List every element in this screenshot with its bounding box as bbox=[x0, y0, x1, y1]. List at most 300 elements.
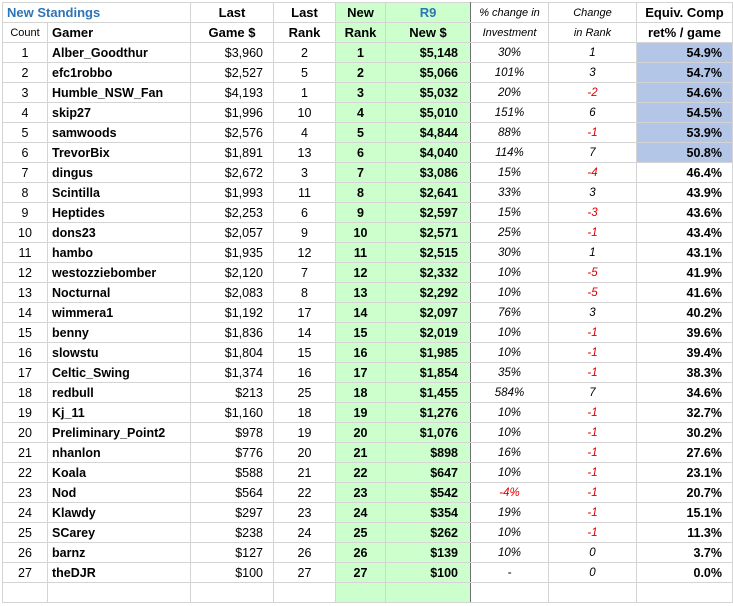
gamer-cell: Koala bbox=[48, 463, 191, 483]
rank-change-cell: -1 bbox=[549, 323, 637, 343]
equiv-comp-cell: 20.7% bbox=[637, 483, 733, 503]
last-rank-cell: 13 bbox=[274, 143, 336, 163]
last-game-cell: $238 bbox=[191, 523, 274, 543]
last-rank-cell: 16 bbox=[274, 363, 336, 383]
last-game-cell: $978 bbox=[191, 423, 274, 443]
table-row bbox=[3, 183, 733, 203]
rank-change-cell: -5 bbox=[549, 263, 637, 283]
equiv-comp-cell: 0.0% bbox=[637, 563, 733, 583]
table-row bbox=[3, 43, 733, 63]
equiv-comp-cell: 23.1% bbox=[637, 463, 733, 483]
gamer-cell: dingus bbox=[48, 163, 191, 183]
equiv-comp-cell: 43.4% bbox=[637, 223, 733, 243]
pct-change-cell: 10% bbox=[471, 463, 549, 483]
new-amount-cell: $2,292 bbox=[386, 283, 471, 303]
gamer-header: Gamer bbox=[48, 23, 191, 43]
rank-change-cell: 0 bbox=[549, 563, 637, 583]
count-cell: 17 bbox=[3, 363, 48, 383]
last-game-cell: $1,192 bbox=[191, 303, 274, 323]
new-rank-cell: 1 bbox=[336, 43, 386, 63]
count-cell: 26 bbox=[3, 543, 48, 563]
new-rank-cell: 15 bbox=[336, 323, 386, 343]
empty-cell bbox=[637, 583, 733, 603]
last-rank-cell: 12 bbox=[274, 243, 336, 263]
table-row bbox=[3, 143, 733, 163]
last-rank-cell: 17 bbox=[274, 303, 336, 323]
new-rank-cell: 13 bbox=[336, 283, 386, 303]
new-amount-cell: $2,019 bbox=[386, 323, 471, 343]
table-row bbox=[3, 323, 733, 343]
count-cell: 2 bbox=[3, 63, 48, 83]
header-row-1 bbox=[3, 3, 733, 23]
pct-change-cell: 25% bbox=[471, 223, 549, 243]
new-amount-cell: $542 bbox=[386, 483, 471, 503]
new-rank-cell: 20 bbox=[336, 423, 386, 443]
last-game-cell: $1,996 bbox=[191, 103, 274, 123]
count-cell: 12 bbox=[3, 263, 48, 283]
equiv-comp-cell: 3.7% bbox=[637, 543, 733, 563]
last-rank-cell: 5 bbox=[274, 63, 336, 83]
new-rank-cell: 26 bbox=[336, 543, 386, 563]
gamer-cell: dons23 bbox=[48, 223, 191, 243]
last-rank-cell: 14 bbox=[274, 323, 336, 343]
new-amount-header: New $ bbox=[386, 23, 471, 43]
last-rank-cell: 24 bbox=[274, 523, 336, 543]
gamer-cell: hambo bbox=[48, 243, 191, 263]
gamer-cell: Preliminary_Point2 bbox=[48, 423, 191, 443]
pct-change-cell: 15% bbox=[471, 163, 549, 183]
count-cell: 21 bbox=[3, 443, 48, 463]
equiv-comp-cell: 43.1% bbox=[637, 243, 733, 263]
new-amount-cell: $1,854 bbox=[386, 363, 471, 383]
empty-cell bbox=[48, 583, 191, 603]
table-row bbox=[3, 243, 733, 263]
table-row bbox=[3, 523, 733, 543]
new-amount-cell: $262 bbox=[386, 523, 471, 543]
table-row bbox=[3, 283, 733, 303]
last-game-cell: $4,193 bbox=[191, 83, 274, 103]
pct-change-cell: 584% bbox=[471, 383, 549, 403]
rank-change-cell: -3 bbox=[549, 203, 637, 223]
table-row bbox=[3, 483, 733, 503]
count-cell: 7 bbox=[3, 163, 48, 183]
standings-body bbox=[3, 3, 733, 603]
rank-change-cell: 0 bbox=[549, 543, 637, 563]
rank-change-cell: -4 bbox=[549, 163, 637, 183]
table-row bbox=[3, 63, 733, 83]
equiv-comp-cell: 54.7% bbox=[637, 63, 733, 83]
count-cell: 8 bbox=[3, 183, 48, 203]
new-rank-cell: 27 bbox=[336, 563, 386, 583]
new-amount-cell: $1,276 bbox=[386, 403, 471, 423]
rank-change-cell: 6 bbox=[549, 103, 637, 123]
gamer-cell: Klawdy bbox=[48, 503, 191, 523]
rank-change-cell: -1 bbox=[549, 223, 637, 243]
rank-change-header-2: in Rank bbox=[549, 23, 637, 43]
rank-change-cell: -1 bbox=[549, 363, 637, 383]
last-game-cell: $1,891 bbox=[191, 143, 274, 163]
equiv-comp-cell: 38.3% bbox=[637, 363, 733, 383]
rank-change-cell: -1 bbox=[549, 123, 637, 143]
last-game-cell: $564 bbox=[191, 483, 274, 503]
last-rank-cell: 25 bbox=[274, 383, 336, 403]
new-amount-cell: $2,641 bbox=[386, 183, 471, 203]
count-cell: 15 bbox=[3, 323, 48, 343]
gamer-cell: TrevorBix bbox=[48, 143, 191, 163]
new-rank-cell: 22 bbox=[336, 463, 386, 483]
last-game-cell: $1,836 bbox=[191, 323, 274, 343]
rank-change-cell: -5 bbox=[549, 283, 637, 303]
count-cell: 9 bbox=[3, 203, 48, 223]
new-amount-cell: $4,040 bbox=[386, 143, 471, 163]
pct-change-header: % change in bbox=[471, 3, 549, 23]
count-cell: 23 bbox=[3, 483, 48, 503]
last-game-cell: $588 bbox=[191, 463, 274, 483]
empty-cell bbox=[274, 583, 336, 603]
rank-change-cell: 1 bbox=[549, 43, 637, 63]
pct-change-cell: 101% bbox=[471, 63, 549, 83]
equiv-comp-cell: 34.6% bbox=[637, 383, 733, 403]
gamer-cell: theDJR bbox=[48, 563, 191, 583]
equiv-comp-cell: 39.4% bbox=[637, 343, 733, 363]
table-row bbox=[3, 563, 733, 583]
last-game-cell: $2,527 bbox=[191, 63, 274, 83]
table-row bbox=[3, 223, 733, 243]
new-amount-cell: $1,076 bbox=[386, 423, 471, 443]
empty-cell bbox=[3, 583, 48, 603]
pct-change-cell: 19% bbox=[471, 503, 549, 523]
equiv-comp-cell: 43.6% bbox=[637, 203, 733, 223]
new-rank-cell: 6 bbox=[336, 143, 386, 163]
pct-change-header-2: Investment bbox=[471, 23, 549, 43]
new-amount-cell: $647 bbox=[386, 463, 471, 483]
new-rank-cell: 16 bbox=[336, 343, 386, 363]
rank-change-cell: 1 bbox=[549, 243, 637, 263]
count-cell: 6 bbox=[3, 143, 48, 163]
pct-change-cell: 88% bbox=[471, 123, 549, 143]
equiv-comp-cell: 43.9% bbox=[637, 183, 733, 203]
pct-change-cell: 114% bbox=[471, 143, 549, 163]
table-row bbox=[3, 123, 733, 143]
empty-cell bbox=[336, 583, 386, 603]
count-cell: 3 bbox=[3, 83, 48, 103]
pct-change-cell: 10% bbox=[471, 523, 549, 543]
pct-change-cell: 30% bbox=[471, 243, 549, 263]
last-game-cell: $213 bbox=[191, 383, 274, 403]
equiv-comp-cell: 32.7% bbox=[637, 403, 733, 423]
new-rank-cell: 19 bbox=[336, 403, 386, 423]
new-rank-cell: 10 bbox=[336, 223, 386, 243]
count-cell: 19 bbox=[3, 403, 48, 423]
last-rank-cell: 18 bbox=[274, 403, 336, 423]
table-row bbox=[3, 423, 733, 443]
table-row bbox=[3, 543, 733, 563]
empty-cell bbox=[471, 583, 549, 603]
count-cell: 18 bbox=[3, 383, 48, 403]
new-amount-cell: $898 bbox=[386, 443, 471, 463]
gamer-cell: Scintilla bbox=[48, 183, 191, 203]
new-amount-cell: $100 bbox=[386, 563, 471, 583]
equiv-comp-cell: 15.1% bbox=[637, 503, 733, 523]
pct-change-cell: 10% bbox=[471, 343, 549, 363]
pct-change-cell: 76% bbox=[471, 303, 549, 323]
rank-change-header: Change bbox=[549, 3, 637, 23]
pct-change-cell: 10% bbox=[471, 423, 549, 443]
equiv-comp-cell: 41.9% bbox=[637, 263, 733, 283]
new-rank-cell: 9 bbox=[336, 203, 386, 223]
last-rank-cell: 21 bbox=[274, 463, 336, 483]
new-amount-cell: $1,455 bbox=[386, 383, 471, 403]
new-amount-cell: $3,086 bbox=[386, 163, 471, 183]
pct-change-cell: 10% bbox=[471, 323, 549, 343]
last-rank-cell: 7 bbox=[274, 263, 336, 283]
rank-change-cell: 7 bbox=[549, 143, 637, 163]
new-amount-cell: $2,515 bbox=[386, 243, 471, 263]
pct-change-cell: -4% bbox=[471, 483, 549, 503]
table-row bbox=[3, 383, 733, 403]
new-rank-cell: 18 bbox=[336, 383, 386, 403]
last-rank-cell: 3 bbox=[274, 163, 336, 183]
new-rank-cell: 3 bbox=[336, 83, 386, 103]
pct-change-cell: 10% bbox=[471, 283, 549, 303]
new-rank-header: New bbox=[336, 3, 386, 23]
table-row bbox=[3, 163, 733, 183]
pct-change-cell: - bbox=[471, 563, 549, 583]
new-amount-cell: $5,010 bbox=[386, 103, 471, 123]
last-game-cell: $297 bbox=[191, 503, 274, 523]
last-game-cell: $1,993 bbox=[191, 183, 274, 203]
gamer-cell: Heptides bbox=[48, 203, 191, 223]
equiv-comp-cell: 53.9% bbox=[637, 123, 733, 143]
pct-change-cell: 33% bbox=[471, 183, 549, 203]
gamer-cell: samwoods bbox=[48, 123, 191, 143]
gamer-cell: wimmera1 bbox=[48, 303, 191, 323]
last-rank-cell: 6 bbox=[274, 203, 336, 223]
gamer-cell: Nod bbox=[48, 483, 191, 503]
count-cell: 4 bbox=[3, 103, 48, 123]
table-row bbox=[3, 83, 733, 103]
equiv-comp-cell: 40.2% bbox=[637, 303, 733, 323]
new-amount-cell: $5,032 bbox=[386, 83, 471, 103]
last-rank-cell: 23 bbox=[274, 503, 336, 523]
rank-change-cell: -1 bbox=[549, 423, 637, 443]
pct-change-cell: 10% bbox=[471, 263, 549, 283]
rank-change-cell: -1 bbox=[549, 463, 637, 483]
count-cell: 20 bbox=[3, 423, 48, 443]
last-game-cell: $2,576 bbox=[191, 123, 274, 143]
last-rank-cell: 1 bbox=[274, 83, 336, 103]
last-rank-header-2: Rank bbox=[274, 23, 336, 43]
last-rank-cell: 19 bbox=[274, 423, 336, 443]
last-game-header: Last bbox=[191, 3, 274, 23]
pct-change-cell: 10% bbox=[471, 403, 549, 423]
new-amount-cell: $139 bbox=[386, 543, 471, 563]
last-game-cell: $3,960 bbox=[191, 43, 274, 63]
new-rank-header-2: Rank bbox=[336, 23, 386, 43]
last-game-cell: $2,253 bbox=[191, 203, 274, 223]
last-game-cell: $776 bbox=[191, 443, 274, 463]
gamer-cell: slowstu bbox=[48, 343, 191, 363]
table-row bbox=[3, 343, 733, 363]
count-cell: 11 bbox=[3, 243, 48, 263]
equiv-comp-cell: 54.5% bbox=[637, 103, 733, 123]
rank-change-cell: -1 bbox=[549, 523, 637, 543]
table-row bbox=[3, 203, 733, 223]
empty-cell bbox=[549, 583, 637, 603]
equiv-comp-cell: 46.4% bbox=[637, 163, 733, 183]
new-amount-cell: $2,332 bbox=[386, 263, 471, 283]
new-amount-cell: $4,844 bbox=[386, 123, 471, 143]
empty-cell bbox=[386, 583, 471, 603]
new-rank-cell: 5 bbox=[336, 123, 386, 143]
new-amount-cell: $5,066 bbox=[386, 63, 471, 83]
last-game-cell: $1,374 bbox=[191, 363, 274, 383]
count-cell: 27 bbox=[3, 563, 48, 583]
pct-change-cell: 151% bbox=[471, 103, 549, 123]
gamer-cell: Kj_11 bbox=[48, 403, 191, 423]
equiv-comp-header-2: ret% / game bbox=[637, 23, 733, 43]
new-rank-cell: 7 bbox=[336, 163, 386, 183]
header-row-2 bbox=[3, 23, 733, 43]
equiv-comp-cell: 41.6% bbox=[637, 283, 733, 303]
rank-change-cell: 3 bbox=[549, 303, 637, 323]
equiv-comp-cell: 54.6% bbox=[637, 83, 733, 103]
pct-change-cell: 35% bbox=[471, 363, 549, 383]
last-rank-cell: 27 bbox=[274, 563, 336, 583]
rank-change-cell: -1 bbox=[549, 443, 637, 463]
count-cell: 14 bbox=[3, 303, 48, 323]
empty-row bbox=[3, 583, 733, 603]
last-rank-cell: 26 bbox=[274, 543, 336, 563]
rank-change-cell: -1 bbox=[549, 343, 637, 363]
last-game-cell: $2,083 bbox=[191, 283, 274, 303]
count-cell: 16 bbox=[3, 343, 48, 363]
new-rank-cell: 25 bbox=[336, 523, 386, 543]
table-row bbox=[3, 503, 733, 523]
last-game-cell: $2,057 bbox=[191, 223, 274, 243]
gamer-cell: SCarey bbox=[48, 523, 191, 543]
count-cell: 22 bbox=[3, 463, 48, 483]
count-cell: 24 bbox=[3, 503, 48, 523]
new-amount-cell: $2,097 bbox=[386, 303, 471, 323]
new-rank-cell: 8 bbox=[336, 183, 386, 203]
count-header: Count bbox=[3, 23, 48, 43]
new-rank-cell: 12 bbox=[336, 263, 386, 283]
last-game-cell: $2,120 bbox=[191, 263, 274, 283]
new-amount-cell: $1,985 bbox=[386, 343, 471, 363]
table-row bbox=[3, 443, 733, 463]
last-rank-cell: 15 bbox=[274, 343, 336, 363]
gamer-cell: benny bbox=[48, 323, 191, 343]
gamer-cell: westozziebomber bbox=[48, 263, 191, 283]
last-rank-cell: 8 bbox=[274, 283, 336, 303]
table-row bbox=[3, 363, 733, 383]
standings-table bbox=[2, 2, 733, 603]
last-rank-cell: 4 bbox=[274, 123, 336, 143]
count-cell: 5 bbox=[3, 123, 48, 143]
last-rank-cell: 22 bbox=[274, 483, 336, 503]
table-row bbox=[3, 403, 733, 423]
equiv-comp-cell: 39.6% bbox=[637, 323, 733, 343]
last-game-cell: $1,935 bbox=[191, 243, 274, 263]
pct-change-cell: 15% bbox=[471, 203, 549, 223]
pct-change-cell: 20% bbox=[471, 83, 549, 103]
equiv-comp-cell: 30.2% bbox=[637, 423, 733, 443]
new-rank-cell: 11 bbox=[336, 243, 386, 263]
pct-change-cell: 16% bbox=[471, 443, 549, 463]
last-rank-cell: 10 bbox=[274, 103, 336, 123]
gamer-cell: efc1robbo bbox=[48, 63, 191, 83]
last-game-cell: $2,672 bbox=[191, 163, 274, 183]
gamer-cell: Celtic_Swing bbox=[48, 363, 191, 383]
equiv-comp-cell: 11.3% bbox=[637, 523, 733, 543]
count-cell: 13 bbox=[3, 283, 48, 303]
table-row bbox=[3, 263, 733, 283]
rank-change-cell: 3 bbox=[549, 183, 637, 203]
equiv-comp-cell: 50.8% bbox=[637, 143, 733, 163]
empty-cell bbox=[191, 583, 274, 603]
gamer-cell: Nocturnal bbox=[48, 283, 191, 303]
new-rank-cell: 24 bbox=[336, 503, 386, 523]
table-row bbox=[3, 103, 733, 123]
rank-change-cell: 7 bbox=[549, 383, 637, 403]
round-header: R9 bbox=[386, 3, 471, 23]
last-game-cell: $100 bbox=[191, 563, 274, 583]
last-rank-cell: 11 bbox=[274, 183, 336, 203]
equiv-comp-cell: 27.6% bbox=[637, 443, 733, 463]
table-row bbox=[3, 463, 733, 483]
gamer-cell: Alber_Goodthur bbox=[48, 43, 191, 63]
count-cell: 1 bbox=[3, 43, 48, 63]
rank-change-cell: -1 bbox=[549, 503, 637, 523]
new-amount-cell: $2,597 bbox=[386, 203, 471, 223]
new-amount-cell: $2,571 bbox=[386, 223, 471, 243]
gamer-cell: skip27 bbox=[48, 103, 191, 123]
rank-change-cell: -1 bbox=[549, 403, 637, 423]
gamer-cell: barnz bbox=[48, 543, 191, 563]
table-row bbox=[3, 303, 733, 323]
gamer-cell: redbull bbox=[48, 383, 191, 403]
pct-change-cell: 30% bbox=[471, 43, 549, 63]
new-rank-cell: 23 bbox=[336, 483, 386, 503]
count-cell: 25 bbox=[3, 523, 48, 543]
rank-change-cell: -2 bbox=[549, 83, 637, 103]
last-game-header-2: Game $ bbox=[191, 23, 274, 43]
new-rank-cell: 14 bbox=[336, 303, 386, 323]
pct-change-cell: 10% bbox=[471, 543, 549, 563]
last-game-cell: $127 bbox=[191, 543, 274, 563]
equiv-comp-header: Equiv. Comp bbox=[637, 3, 733, 23]
last-rank-header: Last bbox=[274, 3, 336, 23]
rank-change-cell: -1 bbox=[549, 483, 637, 503]
last-game-cell: $1,804 bbox=[191, 343, 274, 363]
last-game-cell: $1,160 bbox=[191, 403, 274, 423]
last-rank-cell: 2 bbox=[274, 43, 336, 63]
new-rank-cell: 2 bbox=[336, 63, 386, 83]
table-title: New Standings bbox=[3, 3, 191, 23]
last-rank-cell: 9 bbox=[274, 223, 336, 243]
new-rank-cell: 21 bbox=[336, 443, 386, 463]
gamer-cell: Humble_NSW_Fan bbox=[48, 83, 191, 103]
last-rank-cell: 20 bbox=[274, 443, 336, 463]
gamer-cell: nhanlon bbox=[48, 443, 191, 463]
count-cell: 10 bbox=[3, 223, 48, 243]
rank-change-cell: 3 bbox=[549, 63, 637, 83]
new-amount-cell: $5,148 bbox=[386, 43, 471, 63]
new-rank-cell: 17 bbox=[336, 363, 386, 383]
equiv-comp-cell: 54.9% bbox=[637, 43, 733, 63]
new-amount-cell: $354 bbox=[386, 503, 471, 523]
